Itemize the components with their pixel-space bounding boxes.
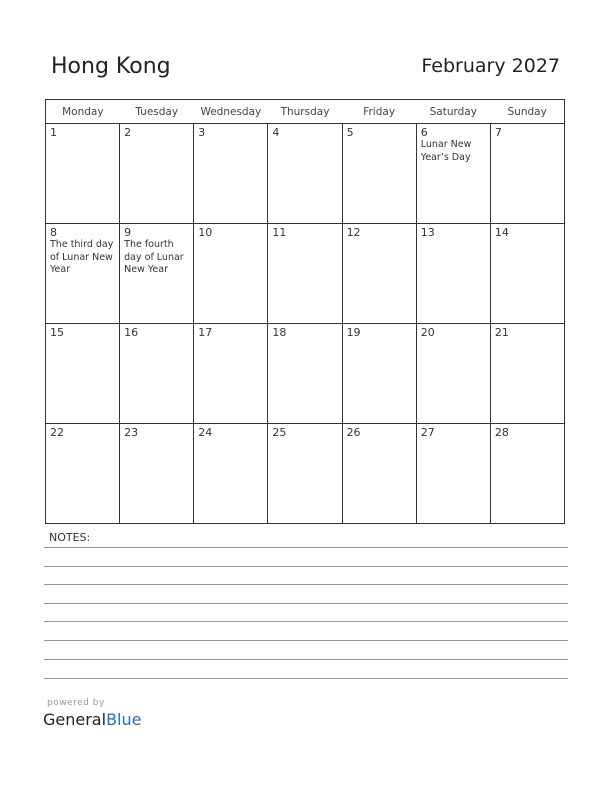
day-cell — [416, 224, 490, 324]
holiday-label: Lunar New Year’s Day — [420, 139, 472, 163]
day-cell — [490, 424, 564, 524]
day-cell — [342, 324, 416, 424]
day-number: 25 — [272, 426, 287, 439]
weekday-header: Thursday — [268, 100, 342, 124]
country-title: Hong Kong — [51, 54, 171, 79]
day-number: 14 — [494, 226, 509, 239]
week-row — [46, 424, 565, 524]
day-number: 4 — [272, 126, 280, 139]
day-cell — [268, 224, 342, 324]
day-number: 6 — [420, 126, 428, 139]
day-cell — [120, 224, 194, 324]
day-number: 19 — [346, 326, 361, 339]
weekday-header: Saturday — [416, 100, 490, 124]
brand-blue-text: Blue — [106, 710, 142, 729]
generalblue-logo — [43, 710, 141, 729]
day-number: 21 — [494, 326, 509, 339]
day-cell — [120, 324, 194, 424]
day-cell — [416, 124, 490, 224]
day-cell — [416, 424, 490, 524]
holiday-label: The fourth day of Lunar New Year — [124, 239, 184, 275]
day-cell — [46, 224, 120, 324]
day-cell — [194, 224, 268, 324]
day-cell — [46, 124, 120, 224]
week-row — [46, 324, 565, 424]
day-cell — [194, 324, 268, 424]
holiday-label: The third day of Lunar New Year — [50, 239, 114, 275]
day-cell — [416, 324, 490, 424]
day-number: 15 — [50, 326, 64, 339]
notes-line — [44, 566, 568, 567]
weekday-header: Wednesday — [194, 100, 268, 124]
day-cell — [342, 224, 416, 324]
day-cell — [490, 324, 564, 424]
notes-line — [44, 547, 568, 548]
day-number: 26 — [346, 426, 361, 439]
notes-line — [44, 584, 568, 585]
day-number: 1 — [50, 126, 57, 139]
powered-by-text: powered by — [47, 698, 105, 708]
day-number: 13 — [420, 226, 435, 239]
day-number: 20 — [420, 326, 435, 339]
day-number: 10 — [198, 226, 213, 239]
day-cell — [342, 424, 416, 524]
day-cell — [342, 124, 416, 224]
week-row — [46, 124, 565, 224]
calendar-grid — [45, 99, 565, 524]
day-number: 3 — [198, 126, 206, 139]
day-cell — [120, 424, 194, 524]
day-number: 11 — [272, 226, 287, 239]
weekday-header: Tuesday — [120, 100, 194, 124]
notes-line — [44, 659, 568, 660]
day-cell — [490, 224, 564, 324]
day-cell — [46, 324, 120, 424]
day-cell — [268, 424, 342, 524]
day-number: 24 — [198, 426, 213, 439]
day-number: 7 — [494, 126, 502, 139]
day-number: 27 — [420, 426, 435, 439]
brand-general-text: General — [43, 710, 107, 729]
day-number: 8 — [50, 226, 57, 239]
weekday-header: Monday — [46, 100, 120, 124]
day-number: 2 — [124, 126, 132, 139]
day-cell — [120, 124, 194, 224]
weekday-header-row — [46, 100, 565, 124]
day-cell — [268, 324, 342, 424]
day-number: 16 — [124, 326, 139, 339]
weekday-header: Friday — [342, 100, 416, 124]
week-row — [46, 224, 565, 324]
notes-label: NOTES: — [49, 531, 91, 544]
day-number: 18 — [272, 326, 287, 339]
notes-line — [44, 621, 568, 622]
month-year-title: February 2027 — [421, 55, 560, 77]
day-number: 12 — [346, 226, 361, 239]
day-number: 22 — [50, 426, 64, 439]
day-cell — [490, 124, 564, 224]
day-cell — [194, 424, 268, 524]
day-number: 23 — [124, 426, 139, 439]
day-number: 9 — [124, 226, 132, 239]
day-number: 28 — [494, 426, 509, 439]
day-number: 5 — [346, 126, 354, 139]
day-number: 17 — [198, 326, 213, 339]
day-cell — [46, 424, 120, 524]
weekday-header: Sunday — [490, 100, 564, 124]
notes-line — [44, 603, 568, 604]
day-cell — [194, 124, 268, 224]
notes-line — [44, 678, 568, 679]
notes-line — [44, 640, 568, 641]
day-cell — [268, 124, 342, 224]
